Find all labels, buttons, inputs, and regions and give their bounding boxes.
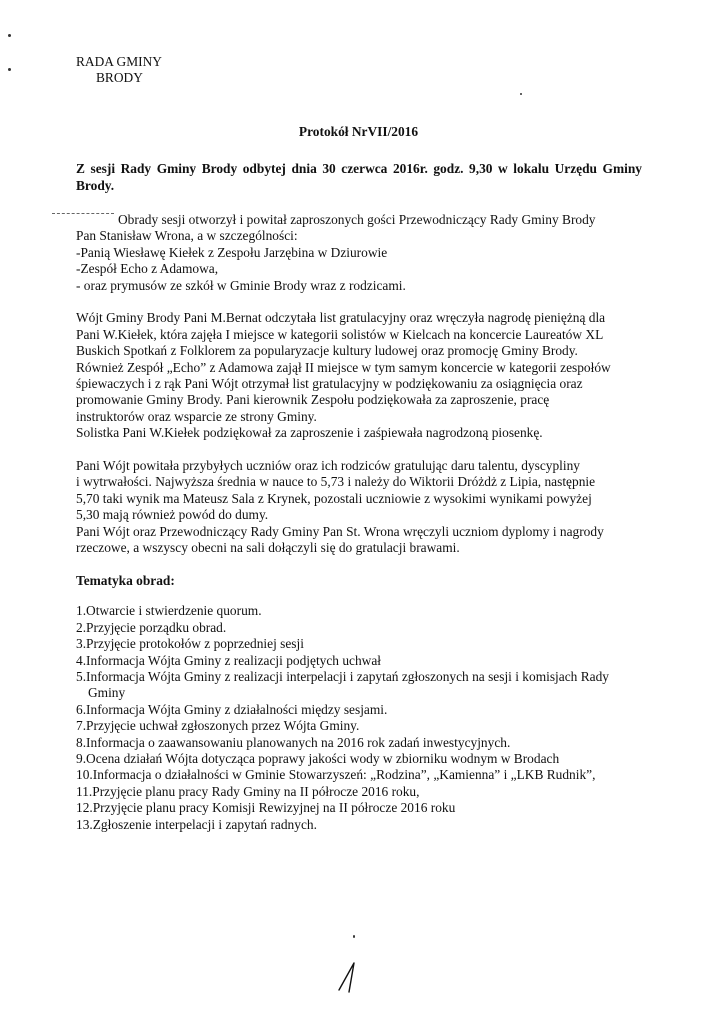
text-line: Obrady sesji otworzył i powitał zaproszonych gości Przewodniczący Rady Gminy Brody xyxy=(118,212,596,227)
text-line: i wytrwałości. Najwyższa średnia w nauce to 5,73 i należy do Wiktorii Dróżdż z Lipia, następnie xyxy=(76,474,596,490)
text-line: Pani Wójt oraz Przewodniczący Rady Gminy Pan St. Wrona wręczyli uczniom dyplomy i nagrody xyxy=(76,523,604,539)
agenda-item-continuation: Gminy xyxy=(88,685,126,701)
agenda-item: 2.Przyjęcie porządku obrad. xyxy=(76,619,227,635)
scan-speck xyxy=(520,93,522,95)
text-line: promowanie Gminy Brody. Pani kierownik Zespołu podziękowała za zaproszenie, pracę xyxy=(76,392,550,408)
council-name-line1: RADA GMINY xyxy=(76,54,162,69)
agenda-item: 1.Otwarcie i stwierdzenie quorum. xyxy=(76,603,262,619)
session-subtitle: Z sesji Rady Gminy Brody odbytej dnia 30 czerwca 2016r. godz. 9,30 w lokalu Urzędu Gminy Brody. xyxy=(76,161,642,193)
agenda-list xyxy=(76,603,642,833)
opening-paragraph xyxy=(76,212,642,294)
text-line: -Panią Wiesławę Kiełek z Zespołu Jarzębina w Dziurowie xyxy=(76,244,388,260)
awards-paragraph xyxy=(76,310,642,441)
text-line: śpiewaczych i z rąk Pani Wójt otrzymał list gratulacyjny w podziękowaniu za osiągnięcia oraz xyxy=(76,376,583,392)
agenda-item: 12.Przyjęcie planu pracy Komisji Rewizyjnej na II półrocze 2016 roku xyxy=(76,800,456,816)
text-line: Wójt Gminy Brody Pani M.Bernat odczytała list gratulacyjny oraz wręczyła nagrodę pieniężną dla xyxy=(76,310,606,326)
agenda-item: 4.Informacja Wójta Gminy z realizacji podjętych uchwał xyxy=(76,652,382,668)
agenda-heading: Tematyka obrad: xyxy=(76,572,175,588)
agenda-item: 6.Informacja Wójta Gminy z działalności między sesjami. xyxy=(76,701,388,717)
agenda-item: 13.Zgłoszenie interpelacji i zapytań radnych. xyxy=(76,816,317,832)
agenda-item: 7.Przyjęcie uchwał zgłoszonych przez Wójta Gminy. xyxy=(76,718,360,734)
protocol-title: Protokół NrVII/2016 xyxy=(298,124,419,139)
agenda-item: 5.Informacja Wójta Gminy z realizacji interpelacji i zapytań zgłoszonych na sesji i komisjach Rady xyxy=(76,668,609,684)
agenda-item: 9.Ocena działań Wójta dotycząca poprawy jakości wody w zbiorniku wodnym w Brodach xyxy=(76,750,560,766)
scan-speck xyxy=(8,34,11,37)
text-line: 5,30 mają również powód do dumy. xyxy=(76,507,269,523)
text-line: Solistka Pani W.Kiełek podziękował za zaproszenie i zaśpiewała nagrodzoną piosenkę. xyxy=(76,425,543,441)
agenda-item: 10.Informacja o działalności w Gminie Stowarzyszeń: „Rodzina”, „Kamienna” i „LKB Rudnik”, xyxy=(76,767,596,783)
scan-speck xyxy=(8,68,11,71)
text-line: Buskich Spotkań z Folklorem za popularyzacje kultury ludowej oraz promocję Gminy Brody. xyxy=(76,343,578,359)
text-line: - oraz prymusów ze szkół w Gminie Brody wraz z rodzicami. xyxy=(76,277,406,293)
text-line: -Zespół Echo z Adamowa, xyxy=(76,261,219,277)
scan-speck xyxy=(353,935,355,938)
text-line: Pan Stanisław Wrona, a w szczególności: xyxy=(76,228,298,244)
text-line: Pani Wójt powitała przybyłych uczniów oraz ich rodziców gratulując daru talentu, dyscypliny xyxy=(76,458,580,474)
agenda-item: 8.Informacja o zaawansowaniu planowanych na 2016 rok zadań inwestycyjnych. xyxy=(76,734,511,750)
text-line: Pani W.Kiełek, która zajęła I miejsce w kategorii solistów w Kielcach na koncercie Laureatów XL xyxy=(76,326,604,342)
handwritten-page-number xyxy=(336,960,358,996)
text-line: Również Zespół „Echo” z Adamowa zajął II miejsce w tym samym koncercie w kategorii zespołów xyxy=(76,359,611,375)
text-line: rzeczowe, a wszyscy obecni na sali dołączyli się do gratulacji brawami. xyxy=(76,540,460,556)
council-name-line2: BRODY xyxy=(96,70,143,85)
text-line: 5,70 taki wynik ma Mateusz Sala z Krynek, pozostali uczniowie z wysokimi wynikami powyżej xyxy=(76,490,592,506)
council-header xyxy=(76,54,162,86)
text-line: instruktorów oraz wsparcie ze strony Gminy. xyxy=(76,408,317,424)
students-paragraph xyxy=(76,458,642,556)
agenda-item: 11.Przyjęcie planu pracy Rady Gminy na II półrocze 2016 roku, xyxy=(76,783,420,799)
agenda-item: 3.Przyjęcie protokołów z poprzedniej sesji xyxy=(76,636,304,652)
document-body xyxy=(76,212,642,833)
